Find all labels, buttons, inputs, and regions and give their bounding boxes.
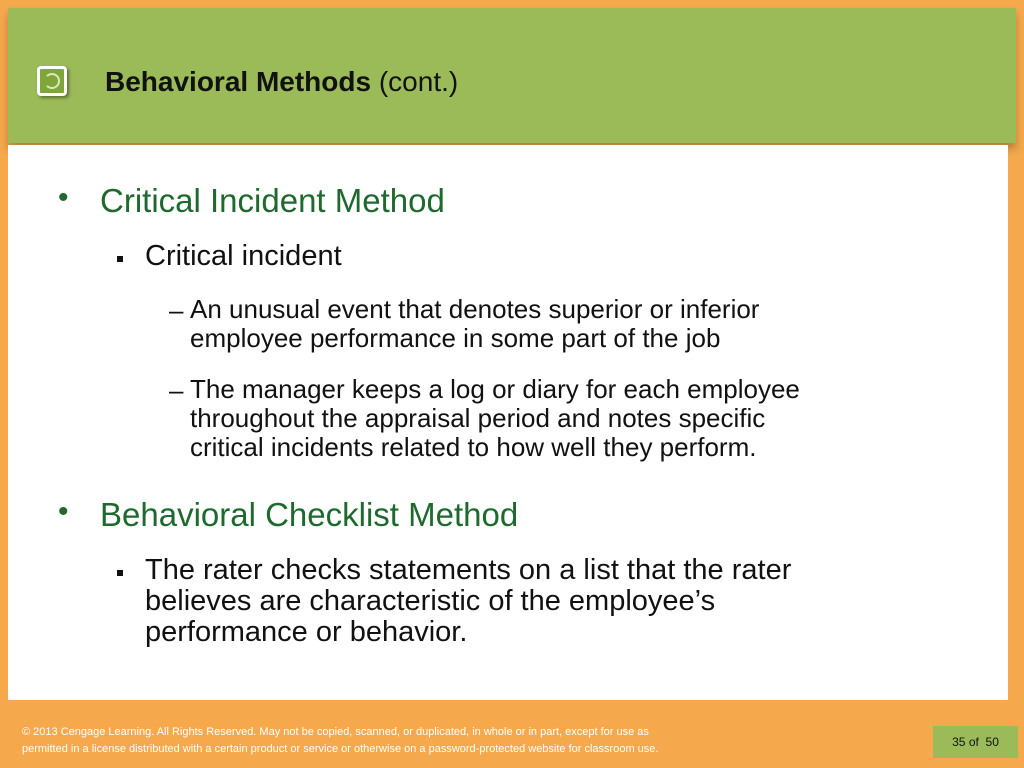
rounded-square-icon [37, 66, 67, 96]
detail-line: critical incidents related to how well they perform. [190, 432, 757, 462]
detail-manager-log [190, 375, 800, 462]
detail-line: An unusual event that denotes superior or inferior [190, 294, 760, 324]
square-bullet-icon [117, 570, 123, 576]
slide-title [105, 66, 458, 98]
copyright-notice [22, 724, 822, 758]
heading-behavioral-checklist-method: Behavioral Checklist Method [100, 496, 519, 533]
checklist-description [145, 555, 791, 648]
bullet-icon: • [58, 495, 69, 528]
dash-icon: – [169, 375, 184, 405]
square-bullet-icon [117, 256, 123, 262]
subheading-critical-incident: Critical incident [145, 240, 342, 272]
title-cont: (cont.) [378, 66, 459, 97]
title-bar [8, 8, 1016, 143]
copyright-line: permitted in a license distributed with a certain product or service or otherwise on a password-protected website for classroom use. [22, 743, 659, 755]
dash-icon: – [169, 295, 184, 325]
page-total: 50 [985, 735, 999, 749]
item-line: The rater checks statements on a list that the rater [145, 554, 792, 586]
page-current: 35 [952, 735, 966, 749]
detail-unusual-event [190, 295, 759, 353]
item-line: believes are characteristic of the employee’s [145, 585, 716, 617]
slide-body [8, 145, 1008, 700]
copyright-line: © 2013 Cengage Learning. All Rights Reserved. May not be copied, scanned, or duplicated, in whole or in part, except for use as [22, 726, 649, 738]
bullet-icon: • [58, 181, 69, 214]
page-number [933, 726, 1018, 758]
title-main: Behavioral Methods [105, 66, 372, 97]
page-of-label: of [968, 735, 979, 749]
detail-line: employee performance in some part of the job [190, 323, 721, 353]
detail-line: The manager keeps a log or diary for each employee [190, 374, 800, 404]
heading-critical-incident-method: Critical Incident Method [100, 182, 445, 219]
item-line: performance or behavior. [145, 616, 468, 648]
detail-line: throughout the appraisal period and notes specific [190, 403, 766, 433]
